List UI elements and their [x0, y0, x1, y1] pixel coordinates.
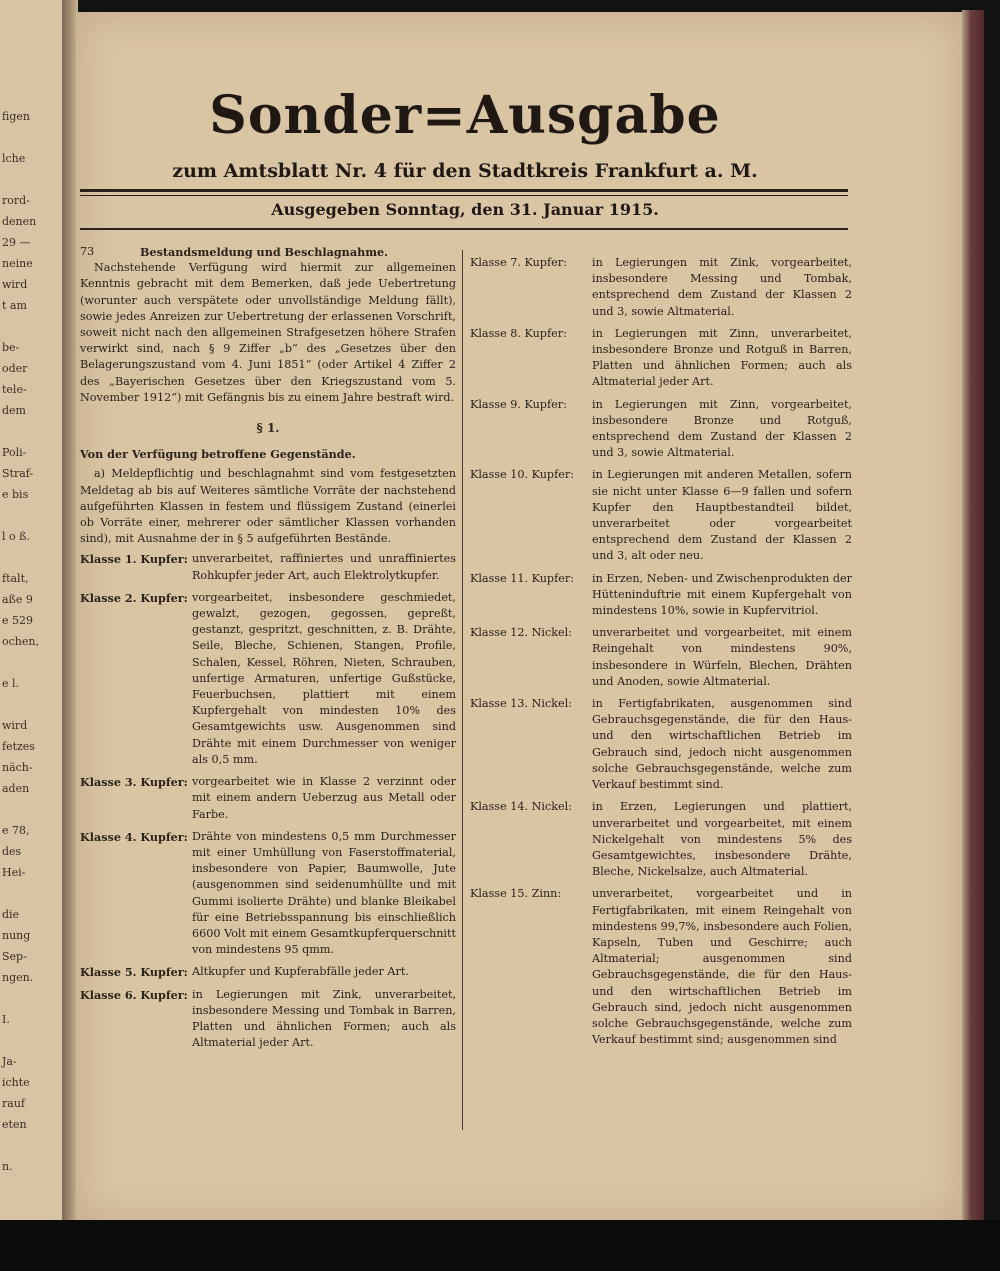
left-page-line: fetzes [2, 740, 35, 753]
klasse-text: in Fertigfabrikaten, ausgenommen sind Gebrauchsgegenstände, die für den Haus- und den wirtschaftlichen Betrieb im Gebrauch sind, jedoch nicht ausgenommen solche Gebrauchsgegenstände, welche zum Verkauf bestimmt sind. [592, 697, 852, 792]
klasse-entry [80, 964, 456, 980]
left-page-line: be- [2, 341, 20, 354]
klasse-label: Klasse 9. Kupfer: [470, 397, 567, 411]
left-page-line: nung [2, 929, 31, 942]
left-page-line: ichte [2, 1076, 30, 1089]
klasse-label: Klasse 1. Kupfer: [80, 552, 188, 567]
left-page-line: wird [2, 719, 28, 732]
header-rule-thick [80, 189, 848, 192]
klasse-text: unverarbeitet, raffiniertes und unraffiniertes Rohkupfer jeder Art, auch Elektrolytkupfer. [192, 552, 456, 582]
section-intro: a) Meldepflichtig und beschlagnahmt sind vom festgesetzten Meldetag ab bis auf Weiteres sämtliche Vorräte der nachstehend aufgeführten Klassen in festem und flüssigem Zustand (einerlei ob Vorräte einer, mehrerer oder sämtlicher Klassen vorhanden sind), mit Ausnahme der in § 5 aufgeführten Bestände. [80, 467, 456, 546]
left-page-line: wird [2, 278, 28, 291]
klasse-text: in Legierungen mit Zinn, unverarbeitet, insbesondere Bronze und Rotguß in Barren, Platten und ähnlichen Formen; auch als Altmaterial jeder Art. [592, 326, 852, 389]
date-rule [80, 228, 848, 230]
left-entries [80, 551, 456, 1051]
klasse-entry [470, 625, 852, 690]
left-page-line: e bis [2, 488, 29, 501]
left-page-line: Poli- [2, 446, 27, 459]
masthead-title: Sonder=Ausgabe [209, 85, 721, 146]
announcement-intro: Nachstehende Verfügung wird hiermit zur allgemeinen Kenntnis gebracht mit dem Bemerken, daß jede Uebertretung (worunter auch verspätete oder unvollständige Meldung fällt), sowie jedes Anreizen zur Uebertretung der erlassenen Vorschrift, soweit nicht nach den allgemeinen Strafgesetzen höhere Strafen verwirkt sind, nach § 9 Ziffer „b“ des „Gesetzes über den Belagerungszustand vom 4. Juni 1851“ (oder Artikel 4 Ziffer 2 des „Bayerischen Gesetzes über den Kriegszustand vom 5. November 1912“) mit Gefängnis bis zu einem Jahre bestraft wird. [80, 261, 456, 404]
left-page-line: Hei- [2, 866, 26, 879]
klasse-text: in Erzen, Legierungen und plattiert, unverarbeitet und vorgearbeitet, mit einem Nickelgehalt von mindestens 5% des Gesamtgewichtes, insbesondere Drähte, Bleche, Nickelsalze, auch Altmaterial. [592, 800, 852, 879]
left-column [80, 244, 456, 1057]
left-page-line: I. [2, 1013, 10, 1026]
left-page-line: Straf- [2, 467, 34, 480]
column-divider [462, 250, 463, 1130]
klasse-label: Klasse 4. Kupfer: [80, 829, 188, 844]
left-page-line: dem [2, 404, 26, 417]
klasse-entry [470, 467, 852, 564]
announcement-number: 73 [80, 245, 95, 258]
klasse-text: in Legierungen mit Zink, vorgearbeitet, insbesondere Messing und Tombak, entsprechend dem Zustand der Klassen 2 und 3, sowie Altmaterial. [592, 256, 852, 318]
klasse-entry [80, 829, 456, 959]
left-page-line: aden [2, 782, 30, 795]
section-title: Von der Verfügung betroffene Gegenstände. [80, 447, 356, 462]
scan-bottom-edge [0, 1220, 1000, 1271]
left-page-line: ngen. [2, 971, 34, 984]
klasse-text: in Legierungen mit Zink, unverarbeitet, insbesondere Messing und Tombak in Barren, Platten und ähnlichen Formen; auch als Altmaterial jeder Art. [192, 987, 456, 1050]
issue-date: Ausgegeben Sonntag, den 31. Januar 1915. [271, 200, 659, 219]
book-spine [962, 10, 984, 1222]
left-page-line: rauf [2, 1097, 25, 1110]
left-page-line: 29 — [2, 236, 31, 249]
left-page-line: eten [2, 1118, 27, 1131]
left-page-line: ftalt, [2, 572, 29, 585]
right-column [470, 255, 852, 1054]
left-page-line: e l. [2, 677, 20, 690]
klasse-label: Klasse 3. Kupfer: [80, 775, 188, 790]
right-entries [470, 255, 852, 1048]
klasse-text: in Legierungen mit anderen Metallen, sofern sie nicht unter Klasse 6—9 fallen und sofern Kupfer den Hauptbestandteil bildet, unverarbeitet oder vorgearbeitet entsprechend dem Zustand der Klassen 2 und 3, alt oder neu. [592, 468, 852, 563]
left-page-line: e 78, [2, 824, 30, 837]
left-page-line: l o ß. [2, 530, 30, 543]
left-page-line: näch- [2, 761, 33, 774]
left-page-line: figen [2, 110, 30, 123]
klasse-entry [470, 571, 852, 620]
left-page-line: oder [2, 362, 28, 375]
left-page-line: e 529 [2, 614, 34, 627]
klasse-entry [470, 696, 852, 793]
klasse-label: Klasse 14. Nickel: [470, 800, 572, 814]
klasse-entry [470, 799, 852, 880]
section-number: § 1. [256, 421, 280, 436]
klasse-label: Klasse 15. Zinn: [470, 887, 562, 901]
klasse-label: Klasse 13. Nickel: [470, 697, 572, 711]
klasse-label: Klasse 5. Kupfer: [80, 965, 188, 980]
klasse-entry [80, 774, 456, 823]
klasse-entry [470, 886, 852, 1048]
klasse-text: Altkupfer und Kupferabfälle jeder Art. [192, 965, 409, 979]
header-rule-thin [80, 195, 848, 196]
klasse-label: Klasse 2. Kupfer: [80, 590, 188, 605]
klasse-text: unverarbeitet und vorgearbeitet, mit einem Reingehalt von mindestens 90%, insbesondere in Würfeln, Blechen, Drähten und Anoden, sowie Altmaterial. [592, 626, 852, 688]
klasse-text: Drähte von mindestens 0,5 mm Durchmesser mit einer Umhüllung von Faserstoffmaterial, insbesondere von Papier, Baumwolle, Jute (ausgenommen sind seidenumhüllte und mit Gummi isolierte Drähte) und blanke Bleikabel für eine Betriebsspannung bis einschließlich 6600 Volt mit einem Gesamtkupferquerschnitt von mindestens 95 qmm. [192, 829, 456, 957]
left-page-line: des [2, 845, 22, 858]
left-page-line: denen [2, 215, 37, 228]
klasse-text: vorgearbeitet, insbesondere geschmiedet, gewalzt, gezogen, gegossen, gepreßt, gestanzt, gespritzt, geschnitten, z. B. Drähte, Seile, Bleche, Schienen, Stangen, Profile, Schalen, Kessel, Röhren, Nieten, Schrauben, unfertige Armaturen, unfertige Gußstücke, Feuerbuchsen, plattiert mit einem Kupfergehalt von mindesten 10% des Gesamtgewichts usw. Ausgenommen sind Drähte mit einem Durchmesser von weniger als 0,5 mm. [192, 590, 456, 766]
left-page-line: die [2, 908, 20, 921]
left-page-line: Ja- [2, 1055, 17, 1068]
left-page-line: aße 9 [2, 593, 33, 606]
announcement-heading-row [80, 244, 456, 260]
klasse-label: Klasse 12. Nickel: [470, 626, 572, 640]
left-page-line: Sep- [2, 950, 27, 963]
klasse-label: Klasse 11. Kupfer: [470, 571, 574, 585]
left-page-line: t am [2, 299, 27, 312]
klasse-entry [80, 590, 456, 768]
klasse-label: Klasse 7. Kupfer: [470, 256, 567, 269]
left-page-line: neine [2, 257, 33, 270]
left-page-line: n. [2, 1160, 13, 1173]
klasse-text: unverarbeitet, vorgearbeitet und in Fertigfabrikaten, mit einem Reingehalt von mindestens 99,7%, insbesondere auch Folien, Kapseln, Tuben und Geschirre; auch Altmaterial; ausgenommen sind Gebrauchsgegenstände, die für den Haus- und den wirtschaftlichen Betrieb im Gebrauch sind, jedoch nicht ausgenommen solche Gebrauchsgegenstände, welche zum Verkauf bestimmt sind; ausgenommen sind [592, 887, 852, 1047]
klasse-entry [80, 987, 456, 1052]
klasse-label: Klasse 8. Kupfer: [470, 326, 567, 340]
klasse-entry [80, 551, 456, 583]
left-page-line: ochen, [2, 635, 39, 648]
masthead-subtitle: zum Amtsblatt Nr. 4 für den Stadtkreis Frankfurt a. M. [172, 160, 758, 182]
left-page-line: rord- [2, 194, 30, 207]
left-page-line: lche [2, 152, 26, 165]
klasse-text: in Legierungen mit Zinn, vorgearbeitet, insbesondere Bronze und Rotguß, entsprechend dem Zustand der Klassen 2 und 3, sowie Altmaterial. [592, 397, 852, 460]
klasse-text: vorgearbeitet wie in Klasse 2 verzinnt oder mit einem andern Ueberzug aus Metall oder Farbe. [192, 775, 456, 821]
klasse-label: Klasse 6. Kupfer: [80, 987, 188, 1002]
klasse-entry [470, 255, 852, 320]
left-page-line: tele- [2, 383, 27, 396]
left-page-fragment [0, 0, 64, 1220]
klasse-label: Klasse 10. Kupfer: [470, 468, 574, 482]
klasse-text: in Erzen, Neben- und Zwischenprodukten der Hütteninduftrie mit einem Kupfergehalt von mindestens 10%, sowie in Kupfervitriol. [592, 571, 852, 618]
klasse-entry [470, 326, 852, 391]
klasse-entry [470, 397, 852, 462]
announcement-heading: Bestandsmeldung und Beschlagnahme. [140, 245, 389, 259]
